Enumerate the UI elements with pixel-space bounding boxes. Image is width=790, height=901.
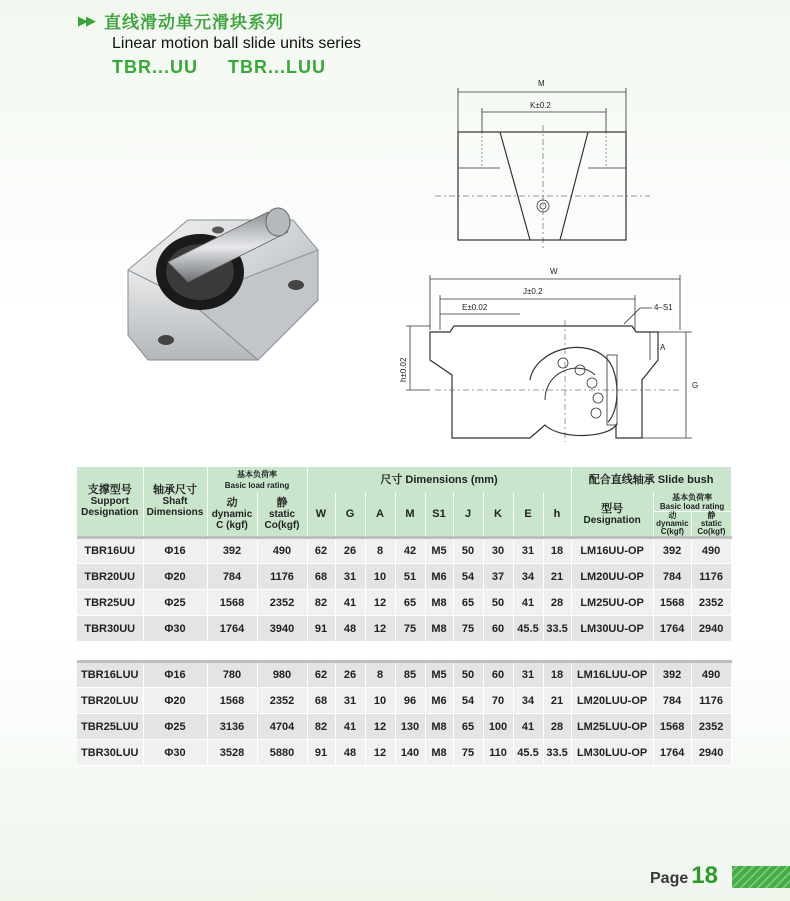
table-cell: 48	[335, 616, 365, 642]
table-cell: 50	[453, 538, 483, 564]
spacer-cell	[77, 642, 731, 662]
table-cell: LM16UU-OP	[571, 538, 653, 564]
header-dim-col: W	[307, 493, 335, 538]
table-cell: 1176	[257, 564, 307, 590]
table-cell: 2352	[691, 714, 731, 740]
spec-table	[77, 467, 732, 766]
table-cell: TBR16UU	[77, 538, 143, 564]
table-cell: 31	[513, 662, 543, 688]
table-cell: 8	[365, 538, 395, 564]
table-cell: Φ30	[143, 740, 207, 766]
model-luu: TBR...LUU	[228, 57, 326, 77]
table-cell: 8	[365, 662, 395, 688]
dim-a-label: A	[660, 343, 666, 352]
technical-drawing	[380, 70, 730, 450]
table-cell: 50	[483, 590, 513, 616]
table-cell: 140	[395, 740, 425, 766]
table-cell: 1176	[691, 564, 731, 590]
table-cell: 51	[395, 564, 425, 590]
table-cell: 68	[307, 688, 335, 714]
table-cell: Φ25	[143, 590, 207, 616]
table-cell: 41	[335, 714, 365, 740]
header-bush-model: 型号 Designation	[571, 493, 653, 538]
table-cell: 75	[395, 616, 425, 642]
table-cell: TBR25LUU	[77, 714, 143, 740]
table-cell: M8	[425, 740, 453, 766]
table-cell: 54	[453, 564, 483, 590]
table-cell: 1568	[653, 590, 691, 616]
dim-h-label: h±0.02	[399, 357, 408, 382]
header-slide-bush: 配合直线轴承 Slide bush	[571, 467, 731, 493]
table-cell: TBR30UU	[77, 616, 143, 642]
decorative-stripe	[732, 866, 790, 888]
header-shaft: 轴承尺寸 Shaft Dimensions	[143, 467, 207, 538]
product-image	[118, 190, 328, 370]
table-cell: 2940	[691, 616, 731, 642]
table-cell: 1764	[653, 740, 691, 766]
table-cell: 31	[335, 564, 365, 590]
table-cell: 1568	[207, 590, 257, 616]
table-cell: LM20UU-OP	[571, 564, 653, 590]
table-cell: 2352	[691, 590, 731, 616]
dim-g-label: G	[692, 381, 699, 390]
table-cell: 34	[513, 688, 543, 714]
header-dim-col: J	[453, 493, 483, 538]
table-cell: 45.5	[513, 616, 543, 642]
page-footer	[650, 862, 718, 890]
table-cell: 68	[307, 564, 335, 590]
header-dim-col: h	[543, 493, 571, 538]
dim-m-label: M	[538, 79, 545, 88]
table-cell: 110	[483, 740, 513, 766]
table-cell: 130	[395, 714, 425, 740]
table-cell: 490	[691, 538, 731, 564]
page-header	[78, 8, 361, 78]
table-cell: 82	[307, 590, 335, 616]
table-row	[77, 538, 731, 564]
table-cell: 490	[257, 538, 307, 564]
table-cell: 31	[513, 538, 543, 564]
table-cell: 41	[513, 714, 543, 740]
table-cell: 18	[543, 538, 571, 564]
dim-j-label: J±0.2	[523, 287, 543, 296]
table-cell: 3136	[207, 714, 257, 740]
table-cell: 21	[543, 564, 571, 590]
header-static: 静 static Co(kgf)	[257, 493, 307, 538]
spec-table-wrap	[77, 467, 731, 766]
header-bush-load: 基本负荷率 Basic load rating 动 dynamic C(kgf) 静 static Co(kgf)	[653, 493, 731, 538]
table-row	[77, 616, 731, 642]
table-cell: 50	[453, 662, 483, 688]
table-cell: 30	[483, 538, 513, 564]
table-cell: 5880	[257, 740, 307, 766]
dim-k-label: K±0.2	[530, 101, 551, 110]
table-cell: LM25LUU-OP	[571, 714, 653, 740]
table-cell: 1764	[207, 616, 257, 642]
table-cell: M8	[425, 616, 453, 642]
header-dim-col: S1	[425, 493, 453, 538]
table-cell: LM25UU-OP	[571, 590, 653, 616]
table-cell: 60	[483, 662, 513, 688]
table-cell: 54	[453, 688, 483, 714]
table-cell: LM16LUU-OP	[571, 662, 653, 688]
model-series	[112, 57, 361, 78]
table-cell: 65	[395, 590, 425, 616]
dim-w-label: W	[550, 267, 558, 276]
table-cell: 28	[543, 590, 571, 616]
table-cell: Φ20	[143, 688, 207, 714]
table-cell: 62	[307, 538, 335, 564]
table-cell: 2352	[257, 688, 307, 714]
table-cell: 41	[335, 590, 365, 616]
table-cell: Φ20	[143, 564, 207, 590]
table-cell: 91	[307, 616, 335, 642]
table-cell: 70	[483, 688, 513, 714]
table-cell: LM30UU-OP	[571, 616, 653, 642]
table-cell: 780	[207, 662, 257, 688]
table-cell: 48	[335, 740, 365, 766]
header-dynamic: 动 dynamic C (kgf)	[207, 493, 257, 538]
table-cell: 26	[335, 538, 365, 564]
table-spacer	[77, 642, 731, 662]
table-cell: 33.5	[543, 740, 571, 766]
table-cell: 1568	[653, 714, 691, 740]
table-cell: Φ16	[143, 662, 207, 688]
table-cell: 392	[653, 662, 691, 688]
table-cell: 100	[483, 714, 513, 740]
header-dim-col: E	[513, 493, 543, 538]
table-cell: 12	[365, 740, 395, 766]
table-cell: 31	[335, 688, 365, 714]
table-cell: M6	[425, 688, 453, 714]
table-cell: 60	[483, 616, 513, 642]
table-cell: 41	[513, 590, 543, 616]
page-label: Page	[650, 870, 689, 887]
table-cell: 82	[307, 714, 335, 740]
header-dimensions: 尺寸 Dimensions (mm)	[307, 467, 571, 493]
table-cell: 42	[395, 538, 425, 564]
table-cell: TBR20UU	[77, 564, 143, 590]
spec-table-body	[77, 538, 731, 766]
table-cell: TBR25UU	[77, 590, 143, 616]
header-dim-col: K	[483, 493, 513, 538]
table-cell: 28	[543, 714, 571, 740]
table-cell: 75	[453, 740, 483, 766]
table-row	[77, 714, 731, 740]
header-support: 支撑型号 Support Designation	[77, 467, 143, 538]
table-cell: Φ25	[143, 714, 207, 740]
table-cell: 91	[307, 740, 335, 766]
table-cell: 34	[513, 564, 543, 590]
table-cell: 4704	[257, 714, 307, 740]
table-cell: 2940	[691, 740, 731, 766]
table-cell: 3528	[207, 740, 257, 766]
table-cell: LM20LUU-OP	[571, 688, 653, 714]
table-cell: M5	[425, 662, 453, 688]
table-cell: 1764	[653, 616, 691, 642]
table-cell: 75	[453, 616, 483, 642]
table-cell: 45.5	[513, 740, 543, 766]
table-cell: M8	[425, 590, 453, 616]
page-number: 18	[691, 862, 718, 889]
table-cell: 18	[543, 662, 571, 688]
table-cell: 784	[653, 688, 691, 714]
title-english: Linear motion ball slide units series	[112, 35, 362, 52]
table-row	[77, 688, 731, 714]
title-chinese: 直线滑动单元滑块系列	[104, 13, 284, 32]
table-cell: 3940	[257, 616, 307, 642]
header-dim-col: G	[335, 493, 365, 538]
table-cell: 1176	[691, 688, 731, 714]
table-cell: M6	[425, 564, 453, 590]
dim-s-label: 4–S1	[654, 303, 673, 312]
table-cell: 12	[365, 616, 395, 642]
table-cell: 21	[543, 688, 571, 714]
table-cell: TBR20LUU	[77, 688, 143, 714]
table-cell: 65	[453, 590, 483, 616]
table-cell: 392	[653, 538, 691, 564]
table-cell: 33.5	[543, 616, 571, 642]
header-dim-col: A	[365, 493, 395, 538]
table-cell: 62	[307, 662, 335, 688]
double-arrow-icon: ▶▶	[78, 12, 94, 28]
table-row	[77, 662, 731, 688]
table-cell: M5	[425, 538, 453, 564]
table-cell: 12	[365, 714, 395, 740]
table-cell: 85	[395, 662, 425, 688]
model-uu: TBR...UU	[112, 57, 198, 77]
table-row	[77, 740, 731, 766]
table-cell: 490	[691, 662, 731, 688]
table-cell: 12	[365, 590, 395, 616]
header-dim-col: M	[395, 493, 425, 538]
table-cell: 392	[207, 538, 257, 564]
table-cell: TBR30LUU	[77, 740, 143, 766]
table-cell: M8	[425, 714, 453, 740]
table-cell: 65	[453, 714, 483, 740]
table-row	[77, 590, 731, 616]
table-cell: LM30LUU-OP	[571, 740, 653, 766]
dim-e-label: E±0.02	[462, 303, 488, 312]
table-cell: 784	[653, 564, 691, 590]
table-cell: Φ16	[143, 538, 207, 564]
table-cell: 37	[483, 564, 513, 590]
table-cell: Φ30	[143, 616, 207, 642]
table-cell: 1568	[207, 688, 257, 714]
table-cell: 980	[257, 662, 307, 688]
table-cell: 26	[335, 662, 365, 688]
table-cell: 784	[207, 564, 257, 590]
table-cell: 96	[395, 688, 425, 714]
header-load-rating: 基本负荷率 Basic load rating	[207, 467, 307, 493]
table-cell: 10	[365, 564, 395, 590]
table-cell: TBR16LUU	[77, 662, 143, 688]
table-cell: 2352	[257, 590, 307, 616]
table-row	[77, 564, 731, 590]
table-cell: 10	[365, 688, 395, 714]
